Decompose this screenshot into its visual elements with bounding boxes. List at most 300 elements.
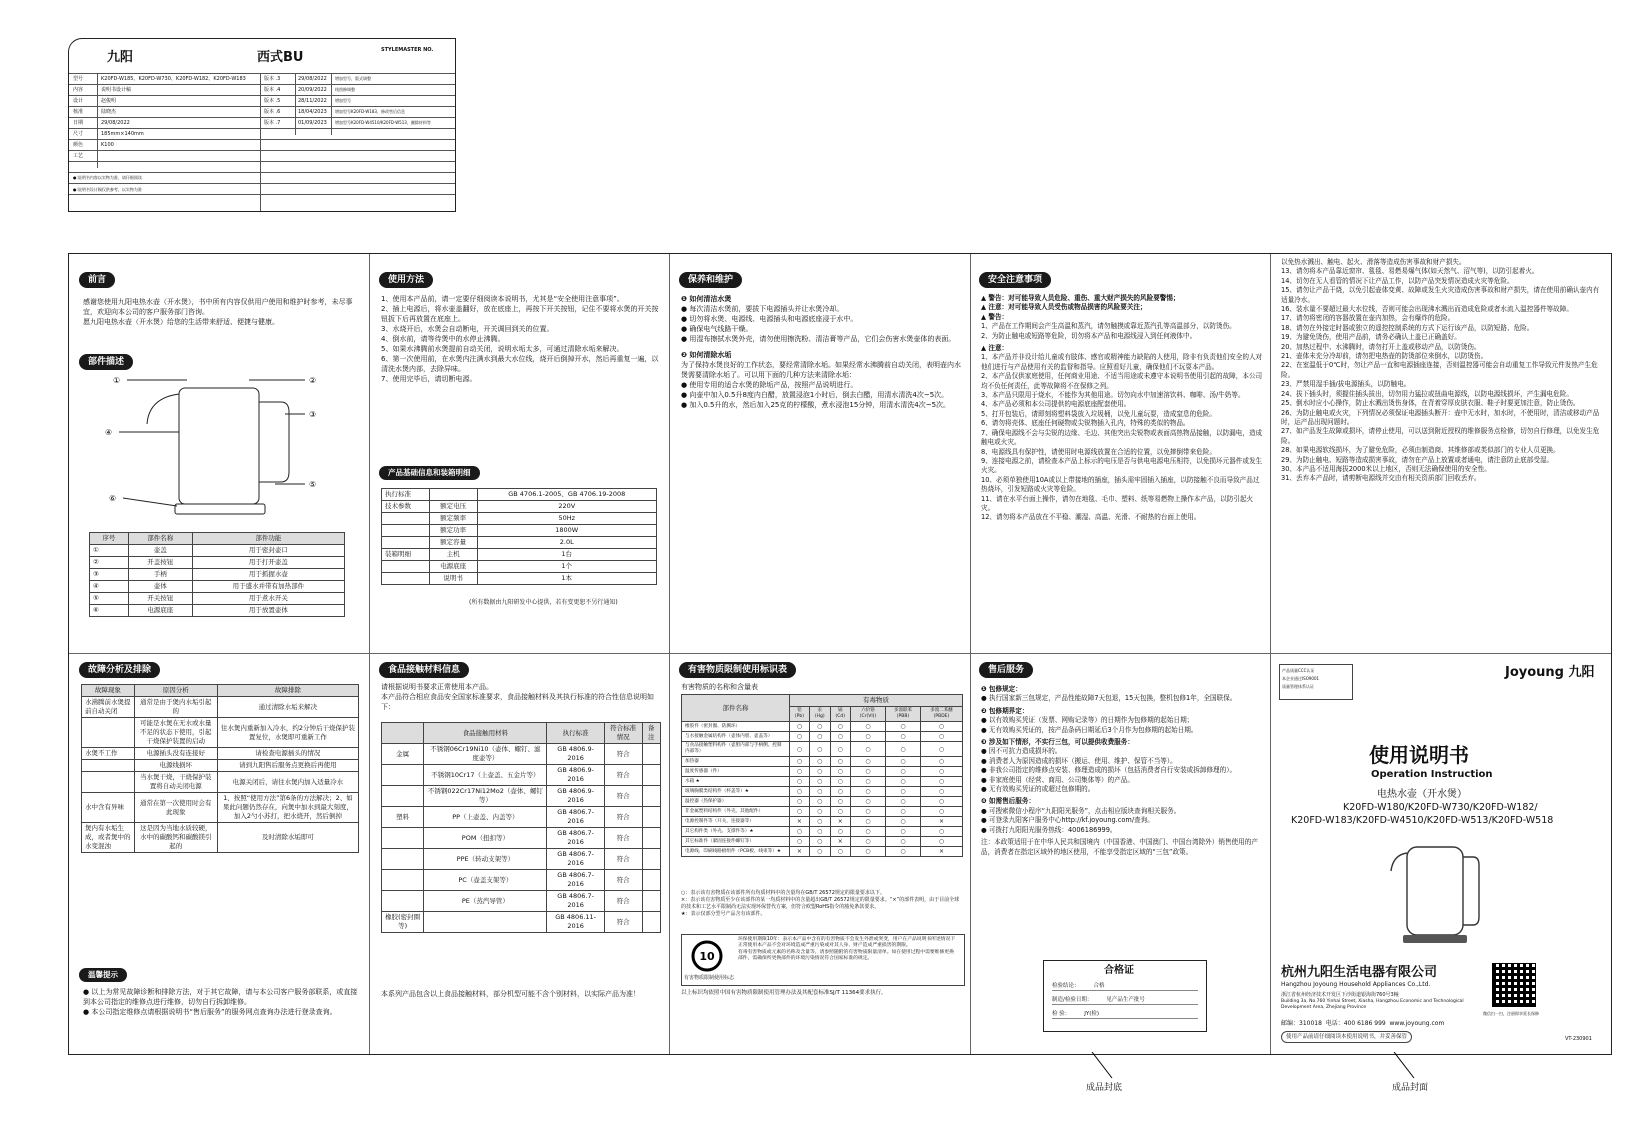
- table-cell: 符合: [604, 744, 642, 765]
- safety-item: 11、请在水平台面上操作，请勿在地毯、毛巾、塑料、纸等易燃物上操作本产品，以防引起火灾。: [981, 494, 1254, 512]
- table-cell: [429, 489, 477, 501]
- care-subtitle: ❷ 如何清除水垢: [681, 351, 732, 359]
- hazard-cell: ○: [886, 767, 921, 777]
- spec-table: [381, 488, 657, 585]
- service-subtitle: ❸ 涉及如下情形，不实行三包，可以提供收费服务：: [981, 738, 1134, 747]
- usage-heading: 使用方法: [379, 272, 433, 288]
- hazard-cell: ○: [886, 827, 921, 837]
- safety2-block: [1281, 258, 1603, 484]
- table-header-cell: 故障现象: [82, 685, 135, 697]
- cert-row: [1052, 983, 1198, 991]
- hazard-notes: [681, 890, 963, 918]
- hazard-row: [682, 732, 963, 742]
- hazard-cell: ○: [789, 837, 809, 847]
- tb-row: [69, 106, 455, 117]
- safety-item: 21、壶体未充分冷却前，请勿把电热壶的防烫部位来倒水，以防烫伤。: [1281, 352, 1488, 361]
- table-cell: 额定功率: [429, 525, 477, 537]
- cert-label: 检验结论：: [1052, 983, 1080, 989]
- service-subtitle: ❶ 包修规定：: [981, 685, 1022, 693]
- hazard-note: ×：表示该有害物质至少在该部件的某一均质材料中的含量超出GB/T 26572规定的限量要求。“×”的部件表明，由于目前全球的技术和工艺水平限制尚无法实现环保替代方案，但符合欧盟RoHS指令的豁免条款要求。: [681, 897, 960, 910]
- table-header-row: [90, 533, 345, 545]
- care-subtitle: ❶ 如何清洁水煲: [681, 295, 732, 303]
- table-cell: 水中含有异味: [82, 793, 135, 823]
- trouble-row: [82, 793, 359, 823]
- table-header-cell: 故障排除: [217, 685, 358, 697]
- hazard-row: [682, 787, 963, 797]
- intro-text: 感谢您使用九阳电热水壶（开水煲），书中所有内容仅供用户使用和维护时参考，未尽事宜，欢迎向本公司的客户服务部门咨询。 愿九阳电热水壶（开水煲）给您的生活带来舒适、便捷与健康。: [83, 298, 353, 326]
- hazard-row: [682, 837, 963, 847]
- spec-row: [382, 549, 657, 561]
- callout-2: ②: [309, 376, 317, 385]
- tb-row-value: 赵俊明: [101, 98, 117, 104]
- table-cell: 符合: [604, 765, 642, 786]
- tb-ver: 版本 .6: [264, 109, 281, 115]
- table-cell: 可能是水煲在无水或水量不足的状态下使用，引起干烧保护装置的启动: [134, 718, 217, 748]
- kettle-illustration: [1387, 839, 1487, 951]
- tb-ver-note: 增加型号K20FD-W183，修改售后信息: [335, 109, 405, 114]
- tb-note: ●:说明书内容以实物为准，请仔细阅读: [73, 175, 142, 180]
- material-row: [382, 807, 661, 828]
- kettle-handle-outline: [259, 402, 289, 482]
- kettle-base-outline: [175, 504, 265, 514]
- table-cell: GB 4806.9-2016: [547, 765, 604, 786]
- safety-item: 19、为避免烫伤，使用产品前，请务必确认上盖已正确盖好。: [1281, 333, 1461, 342]
- table-cell: [382, 573, 430, 585]
- safety-block: [981, 294, 1263, 523]
- safety-item: 20、加热过程中、水沸腾时，请勿打开上盖或移动产品，以防烫伤。: [1281, 342, 1481, 351]
- tb-date: 20/09/2022: [298, 87, 327, 93]
- cert-value: JY(检): [1084, 1011, 1100, 1017]
- tb-date: 29/08/2022: [298, 76, 327, 82]
- hazard-cell: ○: [920, 807, 962, 817]
- tb-ver: 版本 .5: [264, 98, 281, 104]
- hazard-cell: 温控器（热保护器）: [682, 797, 790, 807]
- table-cell: 用于放置壶体: [192, 605, 344, 617]
- tb-divider: [331, 73, 332, 135]
- care-item: ● 切勿将水煲、电源线、电源插头和电源底座浸于水中。: [681, 315, 858, 323]
- table-header-cell: 符合标准情况: [604, 723, 642, 744]
- table-cell: [642, 807, 660, 828]
- table-cell: 符合: [604, 849, 642, 870]
- tb-divider: [97, 73, 98, 168]
- cover-models-1: K20FD-W180/K20FD-W730/K20FD-W182/: [1343, 802, 1538, 813]
- hazard-cell: ○: [809, 847, 830, 857]
- fold-line: [1270, 254, 1271, 1054]
- table-cell: 不锈钢10Cr17（上壶盖、五金片等）: [424, 765, 547, 786]
- eco-label-box: [681, 934, 965, 986]
- table-cell: 请到九阳售后服务点更换后再使用: [217, 760, 358, 772]
- hazard-cell: ○: [920, 757, 962, 767]
- safety-item: 27、如产品发生故障或损坏，请停止使用，可以送到附近授权的维修服务点检修，切勿自行修理，以免发生危险。: [1281, 427, 1600, 445]
- table-cell: GB 4806.7-2016: [547, 891, 604, 912]
- table-cell: 用于煮水开关: [192, 593, 344, 605]
- table-cell: 橡胶(密封圈等): [382, 912, 424, 933]
- spec-row: [382, 525, 657, 537]
- trouble-row: [82, 697, 359, 718]
- hazard-cell: ×: [830, 837, 850, 847]
- spec-row: [382, 537, 657, 549]
- tb-row-value: 185mm×140mm: [101, 131, 144, 137]
- service-item: ● 执行国家新三包规定，产品性能故障7天包退，15天包换，整机包修1年，全国联保。: [981, 694, 1237, 703]
- trouble-heading: 故障分析及排除: [79, 662, 160, 678]
- tip-item: ● 本公司指定维修点请根据说明书“售后服务”的服务网点查询办法进行登录查询。: [83, 1008, 337, 1016]
- material-row: [382, 786, 661, 807]
- tb-ver-note: 增加型号K20FD-W4510/K20FD-W513，删除材料等: [335, 120, 431, 125]
- cert-row: [1052, 1011, 1198, 1019]
- hazard-cell: ×: [920, 817, 962, 827]
- certificate-box: [1043, 960, 1207, 1032]
- safety-warning: ▲ 注意：对可能导致人员受伤或物品损害的风险要关注；: [981, 303, 1147, 312]
- pointer-line: [1090, 1052, 1116, 1080]
- hazard-row: [682, 807, 963, 817]
- care-item: ● 加入0.5升的水，然后加入25克的柠檬酸，煮水浸泡15分钟，用清水清洗4次~5次。: [681, 401, 951, 409]
- tb-row: [69, 150, 455, 161]
- spec-row: [382, 561, 657, 573]
- table-cell: [382, 513, 430, 525]
- table-cell: 符合: [604, 786, 642, 807]
- table-cell: 电源线损坏: [134, 760, 217, 772]
- hazard-cell: ○: [886, 837, 921, 847]
- table-cell: GB 4806.9-2016: [547, 786, 604, 807]
- hazard-cell: ○: [830, 807, 850, 817]
- table-cell: 用于抓握水壶: [192, 569, 344, 581]
- hazard-cell: ○: [809, 757, 830, 767]
- hazard-row: [682, 777, 963, 787]
- brand-logo: Joyoung 九阳: [1505, 665, 1595, 680]
- table-cell: 开盖按钮: [128, 557, 192, 569]
- hazard-cell: ○: [789, 797, 809, 807]
- table-cell: [382, 828, 424, 849]
- instruction-sheet: [68, 253, 1612, 1055]
- hazard-cell: ○: [830, 847, 850, 857]
- hazard-header-row: [682, 695, 963, 707]
- service-item: ● 消费者人为原因造成的损坏（搬运、使用、维护、保管不当等）。: [981, 756, 1177, 765]
- table-cell: GB 4706.1-2005、GB 4706.19-2008: [477, 489, 657, 501]
- table-cell: 煲内有水垢生成，或者煲中的水变混浊: [82, 823, 135, 853]
- table-cell: 电源插头没有连接好: [134, 748, 217, 760]
- cover-title-cn: 使用说明书: [1369, 743, 1469, 767]
- table-cell: 220V: [477, 501, 657, 513]
- table-header-row: [382, 723, 661, 744]
- cert-row: [1052, 997, 1198, 1005]
- safety-item: 23、严禁用湿手插/拔电源插头，以防触电。: [1281, 380, 1411, 389]
- hazard-cell: ○: [850, 777, 885, 787]
- hazard-cell: ○: [886, 732, 921, 742]
- intro-heading: 前言: [79, 272, 115, 288]
- hazard-cell: 其它标准件（紧固连接件螺钉等）: [682, 837, 790, 847]
- table-cell: 50Hz: [477, 513, 657, 525]
- safety-item: 28、如果电源软线损坏，为了避免危险，必须由制造商、其维修部或类似部门的专业人员更换。: [1281, 446, 1560, 455]
- trouble-row: [82, 748, 359, 760]
- hazard-cell: ○: [850, 827, 885, 837]
- material-row: [382, 912, 661, 933]
- safety-item: 13、请勿将本产品靠近窗帘、毯毯、易燃易爆气体(如天然气、沼气等)，以防引起着火。: [1281, 267, 1539, 276]
- eco-label: 有害物质限制使用标志: [684, 975, 735, 981]
- safety-item: 8、电源线具有保护性，请使用时电源线放置在合适的位置，以免摔倒带来危险。: [981, 447, 1216, 456]
- spec-note: (所有数据由九阳研发中心提供，若有变更恕不另行通知): [469, 599, 618, 606]
- safety-item: 18、请勿在外接定时器或独立的遥控控制系统的方式下运行该产品，以防短路、危险。: [1281, 323, 1534, 332]
- kettle-diagram: [99, 376, 349, 526]
- table-cell: 不锈钢022Cr17Ni12Mo2（壶体、螺钉等）: [424, 786, 547, 807]
- fold-line: [970, 254, 971, 1054]
- tb-row-value: 说明书设计稿: [101, 87, 132, 93]
- hazard-cell: ○: [920, 722, 962, 732]
- service-item: ● 非家庭使用（经营、商用、公司集体等）的产品。: [981, 775, 1134, 784]
- trouble-row: [82, 772, 359, 793]
- safety-item: 1、产品在工作期间会产生高温和蒸汽，请勿触摸或靠近蒸汽孔等高温部分，以防烫伤。: [981, 322, 1236, 331]
- hazard-cell: ○: [850, 742, 885, 757]
- tb-row-label: 核准: [73, 109, 84, 115]
- cover-models-2: K20FD-W183/K20FD-W4510/K20FD-W513/K20FD-W518: [1291, 815, 1554, 826]
- table-cell: ②: [90, 557, 129, 569]
- table-cell: 1800W: [477, 525, 657, 537]
- service-item: ● 因不可抗力造成损坏的。: [981, 747, 1062, 756]
- table-cell: 1台: [477, 549, 657, 561]
- eco-number: 10: [699, 950, 715, 963]
- safety-heading: 安全注意事项: [979, 272, 1051, 288]
- table-cell: 手柄: [128, 569, 192, 581]
- badge-line: 质量管理体系认证: [1282, 684, 1314, 689]
- hazard-row: [682, 827, 963, 837]
- tb-divider: [260, 73, 261, 211]
- table-cell: [382, 849, 424, 870]
- hazard-cell: ×: [789, 847, 809, 857]
- hazard-cell: ○: [830, 757, 850, 767]
- care-item: ● 用湿布擦拭水煲外壳，请勿使用擦洗粉、清洁膏等产品，它们会伤害水煲壶体的表面。: [681, 335, 956, 343]
- company-en: Hangzhou Joyoung Household Appliances Co.,Ltd.: [1281, 981, 1431, 988]
- tb-row-value: K20FD-W185、K20FD-W730、K20FD-W182、K20FD-W183: [101, 76, 246, 82]
- hazard-cell: 水箱 ★: [682, 777, 790, 787]
- hazard-cell: ○: [789, 787, 809, 797]
- hazard-cell: 温度传感器（件）: [682, 767, 790, 777]
- material-footer: 本系列产品包含以上食品接触材料，部分机型可能不含个别材料，以实际产品为准！: [381, 990, 640, 998]
- table-cell: ⑥: [90, 605, 129, 617]
- tb-row: [69, 139, 455, 150]
- fold-line: [69, 653, 1611, 654]
- tb-row-label: 颜色: [73, 142, 84, 148]
- hazard-cell: ○: [789, 767, 809, 777]
- hazard-cell: ○: [830, 827, 850, 837]
- material-row: [382, 744, 661, 765]
- table-header-cell: [382, 723, 424, 744]
- table-cell: POM（扭扣等）: [424, 828, 547, 849]
- table-cell: 主机: [429, 549, 477, 561]
- table-cell: [382, 870, 424, 891]
- trouble-row: [82, 760, 359, 772]
- tb-ver: 版本 .7: [264, 120, 281, 126]
- material-row: [382, 828, 661, 849]
- tb-ver: 版本 .4: [264, 87, 281, 93]
- table-cell: [642, 849, 660, 870]
- table-cell: PPE（转动支架等）: [424, 849, 547, 870]
- cert-badge: [1279, 664, 1353, 700]
- hazard-cell: ○: [886, 757, 921, 767]
- hazard-row: [682, 722, 963, 732]
- table-cell: 用于盛水并带有加热部件: [192, 581, 344, 593]
- hazard-cell: ○: [850, 807, 885, 817]
- usage-item: 5、如果水沸腾前水煲提前自动关闭，说明水垢太多，可通过清除水垢来解决。: [381, 345, 624, 353]
- table-cell: [642, 828, 660, 849]
- tb-row: [69, 161, 455, 172]
- table-cell: 水煲不工作: [82, 748, 135, 760]
- table-cell: 1个: [477, 561, 657, 573]
- hazard-cell: 其它构件类（外壳、支撑件等）★: [682, 827, 790, 837]
- parts-row: [90, 569, 345, 581]
- table-cell: GB 4806.7-2016: [547, 849, 604, 870]
- tb-row: [69, 128, 455, 139]
- hazard-cell: ○: [920, 827, 962, 837]
- table-cell: 这是因为当地水质较硬，水中的碳酸钙和碳酸镁引起的: [134, 823, 217, 853]
- service-heading: 售后服务: [979, 662, 1033, 678]
- table-header-cell: 原因分析: [134, 685, 217, 697]
- qr-caption: 微信扫一扫，注册即享延长保修: [1483, 1011, 1539, 1016]
- tb-row-label: 日期: [73, 120, 84, 126]
- hazard-cell: ○: [809, 767, 830, 777]
- hazard-cell: ○: [850, 817, 885, 827]
- table-cell: PE（蒸汽导管）: [424, 891, 547, 912]
- table-cell: 及时清除水垢即可: [217, 823, 358, 853]
- table-header-cell: 部件名称: [128, 533, 192, 545]
- table-cell: 通过清除水垢来解决: [217, 697, 358, 718]
- hazard-cell: ○: [850, 732, 885, 742]
- hazard-cell: 非金属塑料结构件（外壳、其他配件）: [682, 807, 790, 817]
- pointer-line: [1392, 1052, 1418, 1080]
- tb-date: 01/09/2023: [298, 120, 327, 126]
- hazard-cell: ○: [809, 797, 830, 807]
- table-header-cell: 备注: [642, 723, 660, 744]
- table-cell: 通常是由于煲内水垢引起的: [134, 697, 217, 718]
- table-cell: [424, 912, 547, 933]
- hazard-cell: ×: [789, 817, 809, 827]
- hazard-cell: ○: [886, 787, 921, 797]
- trouble-table: [81, 684, 359, 853]
- cert-value: 见产品生产批号: [1106, 997, 1145, 1003]
- safety-item: 7、确保电源线不会与尖锐的边缘、毛边、其他突出尖锐物或表面高热物品接触，以防漏电，造成触电或火灾。: [981, 428, 1263, 447]
- table-cell: 符合: [604, 807, 642, 828]
- trouble-row: [82, 718, 359, 748]
- table-cell: GB 4806.7-2016: [547, 807, 604, 828]
- safety-item: 1、本产品并非设计给儿童或有肢体、感官或精神能力缺陷的人使用，除非有负责他们安全的人对他们进行与产品使用有关的监督和指导。应照看好儿童，确保他们不玩耍本产品。: [981, 353, 1263, 371]
- hazard-col-header: 多溴联苯(PBB): [886, 707, 921, 722]
- safety-item: 14、切勿在无人看管的情况下让产品工作，以防产品突发情况造成火灾等危险。: [1281, 276, 1514, 285]
- hazard-cell: ○: [920, 787, 962, 797]
- hazard-cell: ○: [850, 787, 885, 797]
- tb-ver-note: 增加型号，版式调整: [335, 76, 371, 81]
- safety-item: 31、丢弃本产品时，请剪断电源线并交由有相关资质部门回收丢弃。: [1281, 474, 1481, 483]
- tb-row: [69, 73, 455, 84]
- table-header-cell: 序号: [90, 533, 129, 545]
- service-item: ● 可拨打九阳阳光服务热线：4006186999。: [981, 825, 1117, 834]
- safety-item: 24、拔下插头时，须握住插头拔出，切勿用力猛拉或扭曲电源线，以防电源线损坏，产生漏电危险。: [1281, 389, 1573, 398]
- table-cell: 电源底座: [429, 561, 477, 573]
- hazard-cell: ○: [850, 767, 885, 777]
- hazard-cell: ○: [920, 777, 962, 787]
- safety-item: 22、在室温低于0℃时，勿让产品一直和电源插座连接，否则温控器可能会自动重复工作导致元件发热产生危险。: [1281, 361, 1598, 379]
- material-row: [382, 870, 661, 891]
- hazard-cell: ○: [886, 742, 921, 757]
- cert-label: 检 验：: [1052, 1011, 1071, 1017]
- table-header-cell: 食品接触用材料: [424, 723, 547, 744]
- care-heading: 保养和维护: [679, 272, 742, 288]
- address-en: Building 3a, No.760 Yinhai Street, Xiasha, Hangzhou Economic and Technological Development Area, Zhejiang Province: [1281, 999, 1466, 1010]
- safety-item: 2、本产品仅供家庭使用，任何商业用途、不适当用途或未遵守本说明书使用引起的故障，本公司均不负任何责任，此等故障将不在保修之列。: [981, 372, 1263, 390]
- safety-item: 15、请勿让产品干烧，以免引起壶体变黄、故障或发生火灾造成伤害事故和财产损失，请在使用前确认壶内有适量冷水。: [1281, 286, 1600, 304]
- table-cell: PC（壶盖支架等）: [424, 870, 547, 891]
- service-item: ● 以有效购买凭证（发票、网购记录等）的日期作为包修期的起始日期；: [981, 716, 1194, 725]
- table-cell: [82, 718, 135, 748]
- hazard-cell: ○: [920, 797, 962, 807]
- trouble-row: [82, 823, 359, 853]
- title-block: [68, 38, 456, 212]
- spec-row: [382, 513, 657, 525]
- table-cell: 壶体: [128, 581, 192, 593]
- tb-row: [69, 95, 455, 106]
- service-subtitle: ❷ 包修期界定：: [981, 706, 1029, 715]
- tip-item: ● 以上为常见故障诊断和排除方法，对于其它故障，请与本公司客户服务部联系，或直接到本公司指定的维修点进行维修，切勿自行拆卸维修。: [83, 988, 358, 1006]
- tb-date: 18/04/2023: [298, 109, 327, 115]
- hazard-cell: ○: [809, 827, 830, 837]
- tb-divider: [295, 73, 296, 135]
- callout-6: ⑥: [109, 494, 117, 503]
- table-cell: [82, 772, 135, 793]
- hazard-col-header: 镉(Cd): [830, 707, 850, 722]
- callout-3: ③: [309, 410, 317, 419]
- slogan: 使用产品前请仔细阅读本使用说明书，并妥善保管: [1281, 1031, 1412, 1043]
- doc-code: VT-230901: [1565, 1036, 1592, 1042]
- service-item: ● 无有效购买凭证的或超过包修期的。: [981, 785, 1095, 794]
- table-header-row: [82, 685, 359, 697]
- contact: 邮编：310018 电话：400 6186 999 www.joyoung.com: [1281, 1020, 1445, 1027]
- badge-line: 产品质量CCC认证: [1282, 668, 1315, 673]
- safety-warning: ▲ 警告：: [981, 312, 1009, 321]
- safety-item: 12、请勿将本产品放在不平稳、潮湿、高温、光滑、不耐热的台面上使用。: [981, 513, 1201, 522]
- usage-item: 7、使用完毕后，请切断电源。: [381, 375, 477, 383]
- fold-line: [369, 254, 370, 1054]
- table-cell: PP（上壶盖、内盖等）: [424, 807, 547, 828]
- hazard-cell: ○: [809, 732, 830, 742]
- safety-item: 2、为防止触电或短路等危险，切勿将本产品和电源线浸入到任何液体中。: [981, 331, 1197, 340]
- fold-line: [669, 254, 670, 1054]
- table-cell: 说明书: [429, 573, 477, 585]
- parts-row: [90, 605, 345, 617]
- service-item: ● 非我公司指定的维修点安装、修理造成的损坏（包括消费者自行安装或拆卸修理的）。: [981, 766, 1237, 775]
- tb-note: ●:说明书设计稿仅供参考，以实物为准: [73, 187, 142, 192]
- table-cell: 1、按照“使用方法”第6条的方法解决；2、如果此问题仍然存在，向煲中加水到最大刻度，加入2勺小苏打，把水烧开，然后倒掉: [217, 793, 358, 823]
- hazard-cell: ○: [789, 742, 809, 757]
- hazard-row: [682, 767, 963, 777]
- hazard-heading: 有害物质限制使用标识表: [679, 662, 796, 678]
- material-row: [382, 765, 661, 786]
- care-item: ● 使用专用的适合水煲的除垢产品，按照产品说明进行。: [681, 381, 858, 389]
- hazard-cell: ○: [886, 777, 921, 787]
- table-cell: GB 4806.9-2016: [547, 744, 604, 765]
- table-cell: 请检查电源插头的情况: [217, 748, 358, 760]
- tb-row: [69, 117, 455, 128]
- tb-row-value: 陆晓杰: [101, 109, 117, 115]
- table-cell: 额定容量: [429, 537, 477, 549]
- table-cell: [642, 744, 660, 765]
- table-cell: [642, 891, 660, 912]
- hazard-cell: ○: [809, 837, 830, 847]
- hazard-row: [682, 797, 963, 807]
- hazard-cell: ○: [886, 722, 921, 732]
- table-header-cell: 执行标准: [547, 723, 604, 744]
- hazard-cell: ○: [809, 787, 830, 797]
- hazard-cell: 与水接触金属结构件（壶体内胆、壶盖等）: [682, 732, 790, 742]
- table-header-cell: 部件功能: [192, 533, 344, 545]
- hazard-cell: ○: [809, 777, 830, 787]
- tb-brand: 九阳: [107, 50, 134, 65]
